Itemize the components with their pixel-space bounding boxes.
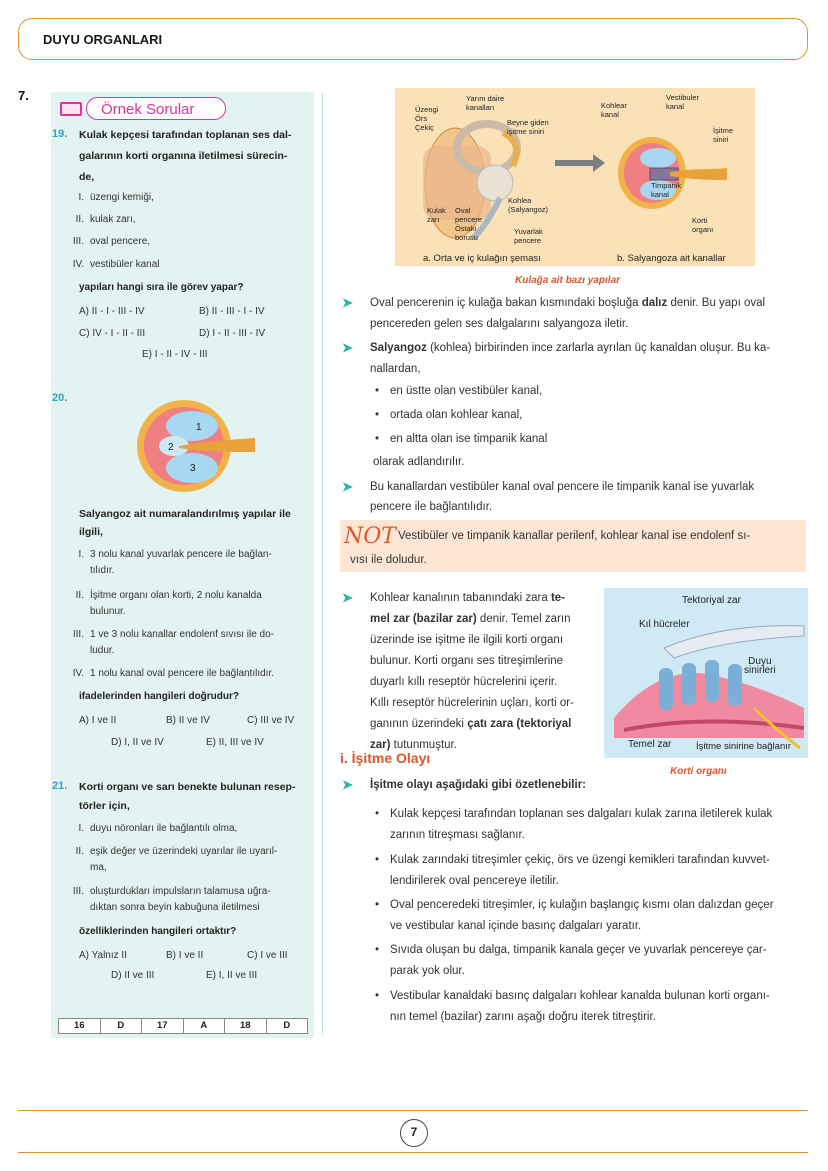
q21-item-1: I. duyu nöronları ile bağlantılı olma, <box>78 823 238 834</box>
figure-caption: Kulağa ait bazı yapılar <box>515 275 621 286</box>
canal-bullet-1: • en üstte olan vestibüler kanal, <box>390 385 542 397</box>
q20-question: ifadelerinden hangileri doğrudur? <box>79 691 240 702</box>
q21-option-b: B) I ve II <box>166 950 204 961</box>
q20-item-1: I. 3 nolu kanal yuvarlak pencere ile bağlan- tılıdır. <box>78 549 272 576</box>
arrow-bullet-icon: ➤ <box>342 295 353 310</box>
note-text-2: vısı ile doludur. <box>350 554 427 566</box>
q19-option-c: C) IV - I - II - III <box>79 328 146 339</box>
question-21-stem-2: törler için, <box>79 800 130 812</box>
note-box <box>340 520 806 572</box>
answer-key-table <box>58 1018 308 1034</box>
footer-line-bottom <box>18 1152 808 1153</box>
note-text-1: Vestibüler ve timpanik kanallar perilenf, kohlear kanal ise endolenf sı- <box>398 530 751 542</box>
hearing-step-2: • Kulak zarındaki titreşimler çekiç, örs ve üzengi kemikleri tarafından kuvvet- lendirilerek oval pencereye iletilir. <box>390 850 770 892</box>
figure-subcaption-a: a. Orta ve iç kulağın şeması <box>423 253 541 264</box>
label-kulak-zari: Kulak zarı <box>427 206 446 224</box>
question-20-stem-2: ilgili, <box>79 526 103 538</box>
label-tektoriyal-zar: Tektoriyal zar <box>682 595 741 606</box>
chapter-header <box>18 18 808 60</box>
arrow-bullet-icon: ➤ <box>342 479 353 494</box>
paragraph-salyangoz-end: olarak adlandırılır. <box>373 456 465 468</box>
korti-organ-drawing <box>604 588 808 758</box>
answer-cell: D <box>283 1020 291 1031</box>
canal-bullet-2: • ortada olan kohlear kanal, <box>390 409 522 421</box>
cochlea-label-2: 2 <box>168 442 174 453</box>
organ-text-5: duyarlı kıllı reseptör hücrelerini içerir. <box>370 676 558 688</box>
label-kohlear-kanal: Kohlear kanal <box>601 101 627 119</box>
q20-option-e: E) II, III ve IV <box>206 737 264 748</box>
paragraph-salyangoz-1: Salyangoz (kohlea) birbirinden ince zarlarla ayrılan üç kanaldan oluşur. Bu ka- <box>370 342 771 354</box>
label-temel-zar: Temel zar <box>628 739 672 750</box>
book-icon <box>60 102 82 116</box>
figure-subcaption-b: b. Salyangoza ait kanallar <box>617 253 726 264</box>
q20-option-a: A) I ve II <box>79 715 117 726</box>
paragraph-window-2: pencere ile bağlantılıdır. <box>370 501 493 513</box>
question-19-stem-3: de, <box>79 171 95 183</box>
q19-item-3: III. oval pencere, <box>72 236 151 247</box>
label-timpanik-kanal: Timpanik kanal <box>651 181 682 199</box>
q19-item-1: I. üzengi kemiği, <box>78 192 154 203</box>
arrow-bullet-icon: ➤ <box>342 777 353 792</box>
q19-option-e: E) I - II - IV - III <box>142 349 208 360</box>
paragraph-daliz-1: Oval pencerenin iç kulağa bakan kısmındaki boşluğa dalız denir. Bu yapı oval <box>370 297 766 309</box>
answer-cell: D <box>101 1019 143 1033</box>
chapter-title: DUYU ORGANLARI <box>43 32 163 47</box>
paragraph-daliz-2: pencereden gelen ses dalgalarını salyangoza iletir. <box>370 318 629 330</box>
label-isitme-sinirine: İşitme sinirine bağlanır <box>696 741 792 752</box>
answer-cell: 17 <box>142 1019 184 1033</box>
hearing-step-1: • Kulak kepçesi tarafından toplanan ses dalgaları kulak zarına iletilerek kulak zarının titreşması sağlanır. <box>390 804 772 846</box>
q19-question: yapıları hangi sıra ile görev yapar? <box>79 282 244 293</box>
label-vestibuler-kanal: Vestibuler kanal <box>666 93 699 111</box>
ear-structure-figure <box>395 88 755 266</box>
paragraph-salyangoz-2: nallardan, <box>370 363 421 375</box>
answer-cell: 18 <box>225 1019 267 1033</box>
label-isitme-siniri-b: İşitme siniri <box>713 126 734 144</box>
sample-questions-label: Örnek Sorular <box>56 97 226 121</box>
label-isitme-siniri-a: Beyne giden işitme siniri <box>507 118 549 136</box>
q21-option-a: A) Yalnız II <box>79 950 127 961</box>
label-oval-pencere: Oval pencere Östaki borusu <box>455 206 483 242</box>
organ-text-4: bulunur. Korti organı ses titreşimlerine <box>370 655 564 667</box>
q19-item-2: II. kulak zarı, <box>75 214 136 225</box>
q21-item-2: II. eşik değer ve üzerindeki uyarılar ile uyarıl- ma, <box>75 846 278 873</box>
cochlea-label-1: 1 <box>196 422 202 433</box>
label-yarim-daire: Yarım daire kanalları <box>466 94 505 112</box>
section-heading: i. İşitme Olayı <box>340 750 431 766</box>
q20-option-b: B) II ve IV <box>166 715 210 726</box>
question-20-number: 20. <box>52 392 68 404</box>
q19-option-d: D) I - II - III - IV <box>199 328 266 339</box>
question-marker: 7. <box>18 88 29 103</box>
question-20-stem-1: Salyangoz ait numaralandırılmış yapılar ile <box>79 508 291 520</box>
hearing-step-3: • Oval penceredeki titreşimler, iç kulağın başlangıç kısmı olan dalızdan geçer ve vestibular kanal içinde basınç dalgaları yaratır. <box>390 895 774 937</box>
question-19-number: 19. <box>52 128 68 140</box>
note-tag: NOT <box>344 524 396 549</box>
hearing-step-4: • Sıvıda oluşan bu dalga, timpanik kanala geçer ve yuvarlak pencereye çar- parak yok olur. <box>390 940 767 982</box>
paragraph-window-1: Bu kanallardan vestibüler kanal oval pencere ile timpanik kanal ise yuvarlak <box>370 481 755 493</box>
q19-option-a: A) II - I - III - IV <box>79 306 145 317</box>
question-21-number: 21. <box>52 780 68 792</box>
organ-text-3: üzerinde ise işitme ile ilgili korti organı <box>370 634 564 646</box>
page-number: 7 <box>400 1119 428 1147</box>
hearing-step-5: • Vestibular kanaldaki basınç dalgaları kohlear kanalda bulunan korti organı- nın temel (bazilar) zarını aşağı doğru iterek titreştirir. <box>390 986 770 1028</box>
label-duyu-sinirleri: Duyu sinirleri <box>744 656 776 676</box>
arrow-bullet-icon: ➤ <box>342 590 353 605</box>
question-19-stem-1: Kulak kepçesi tarafından toplanan ses dal- <box>79 129 292 141</box>
ear-diagram-drawing <box>395 88 755 266</box>
label-uzengi: Üzengi Örs Çekiç <box>415 105 439 132</box>
q21-question: özelliklerinden hangileri ortaktır? <box>79 926 237 937</box>
organ-text-1: Kohlear kanalının tabanındaki zara te- <box>370 592 565 604</box>
label-yuvarlak-pencere: Yuvarlak pencere <box>514 227 543 245</box>
arrow-bullet-icon: ➤ <box>342 340 353 355</box>
q21-option-e: E) I, II ve III <box>206 970 258 981</box>
label-korti-organi: Korti organı <box>692 216 714 234</box>
organ-text-2: mel zar (bazilar zar) denir. Temel zarın <box>370 613 571 625</box>
question-19-stem-2: galarının korti organına iletilmesi sürecin- <box>79 150 288 162</box>
q21-option-d: D) II ve III <box>111 970 155 981</box>
cochlea-cross-section-figure <box>134 396 256 494</box>
q20-item-2: II. İşitme organı olan korti, 2 nolu kanalda bulunur. <box>75 590 262 617</box>
q20-item-3: III. 1 ve 3 nolu kanallar endolenf sıvısı ile do- ludur. <box>72 629 274 656</box>
answer-cell: A <box>184 1019 226 1033</box>
answer-cell: 16 <box>59 1019 101 1033</box>
canal-bullet-3: • en altta olan ise timpanik kanal <box>390 433 547 445</box>
question-21-stem-1: Korti organı ve sarı benekte bulunan resep- <box>79 781 296 793</box>
q20-option-d: D) I, II ve IV <box>111 737 164 748</box>
section-intro: İşitme olayı aşağıdaki gibi özetlenebilir: <box>370 779 587 791</box>
q21-option-c: C) I ve III <box>247 950 288 961</box>
cochlea-label-3: 3 <box>190 463 196 474</box>
organ-text-8: zar) tutunmuştur. <box>370 739 457 751</box>
q19-option-b: B) II - III - I - IV <box>199 306 265 317</box>
q20-option-c: C) III ve IV <box>247 715 295 726</box>
korti-organ-figure <box>604 588 808 758</box>
column-divider <box>322 92 323 1034</box>
q20-item-4: IV. 1 nolu kanal oval pencere ile bağlantılıdır. <box>72 668 275 679</box>
q19-item-4: IV. vestibüler kanal <box>72 259 160 270</box>
label-kil-hucreler: Kıl hücreler <box>639 619 690 630</box>
footer-line-top <box>18 1110 808 1111</box>
organ-text-6: Kıllı reseptör hücrelerinin uçları, korti or- <box>370 697 574 709</box>
organ-text-7: ganının üzerindeki çatı zara (tektoriyal <box>370 718 572 730</box>
korti-caption: Korti organı <box>670 766 727 777</box>
label-kohlea: Kohlea (Salyangoz) <box>508 196 549 214</box>
q21-item-3: III. oluşturdukları impulsların talamusa uğra- dıktan sonra beyin kabuğuna iletilmesi <box>72 886 271 913</box>
